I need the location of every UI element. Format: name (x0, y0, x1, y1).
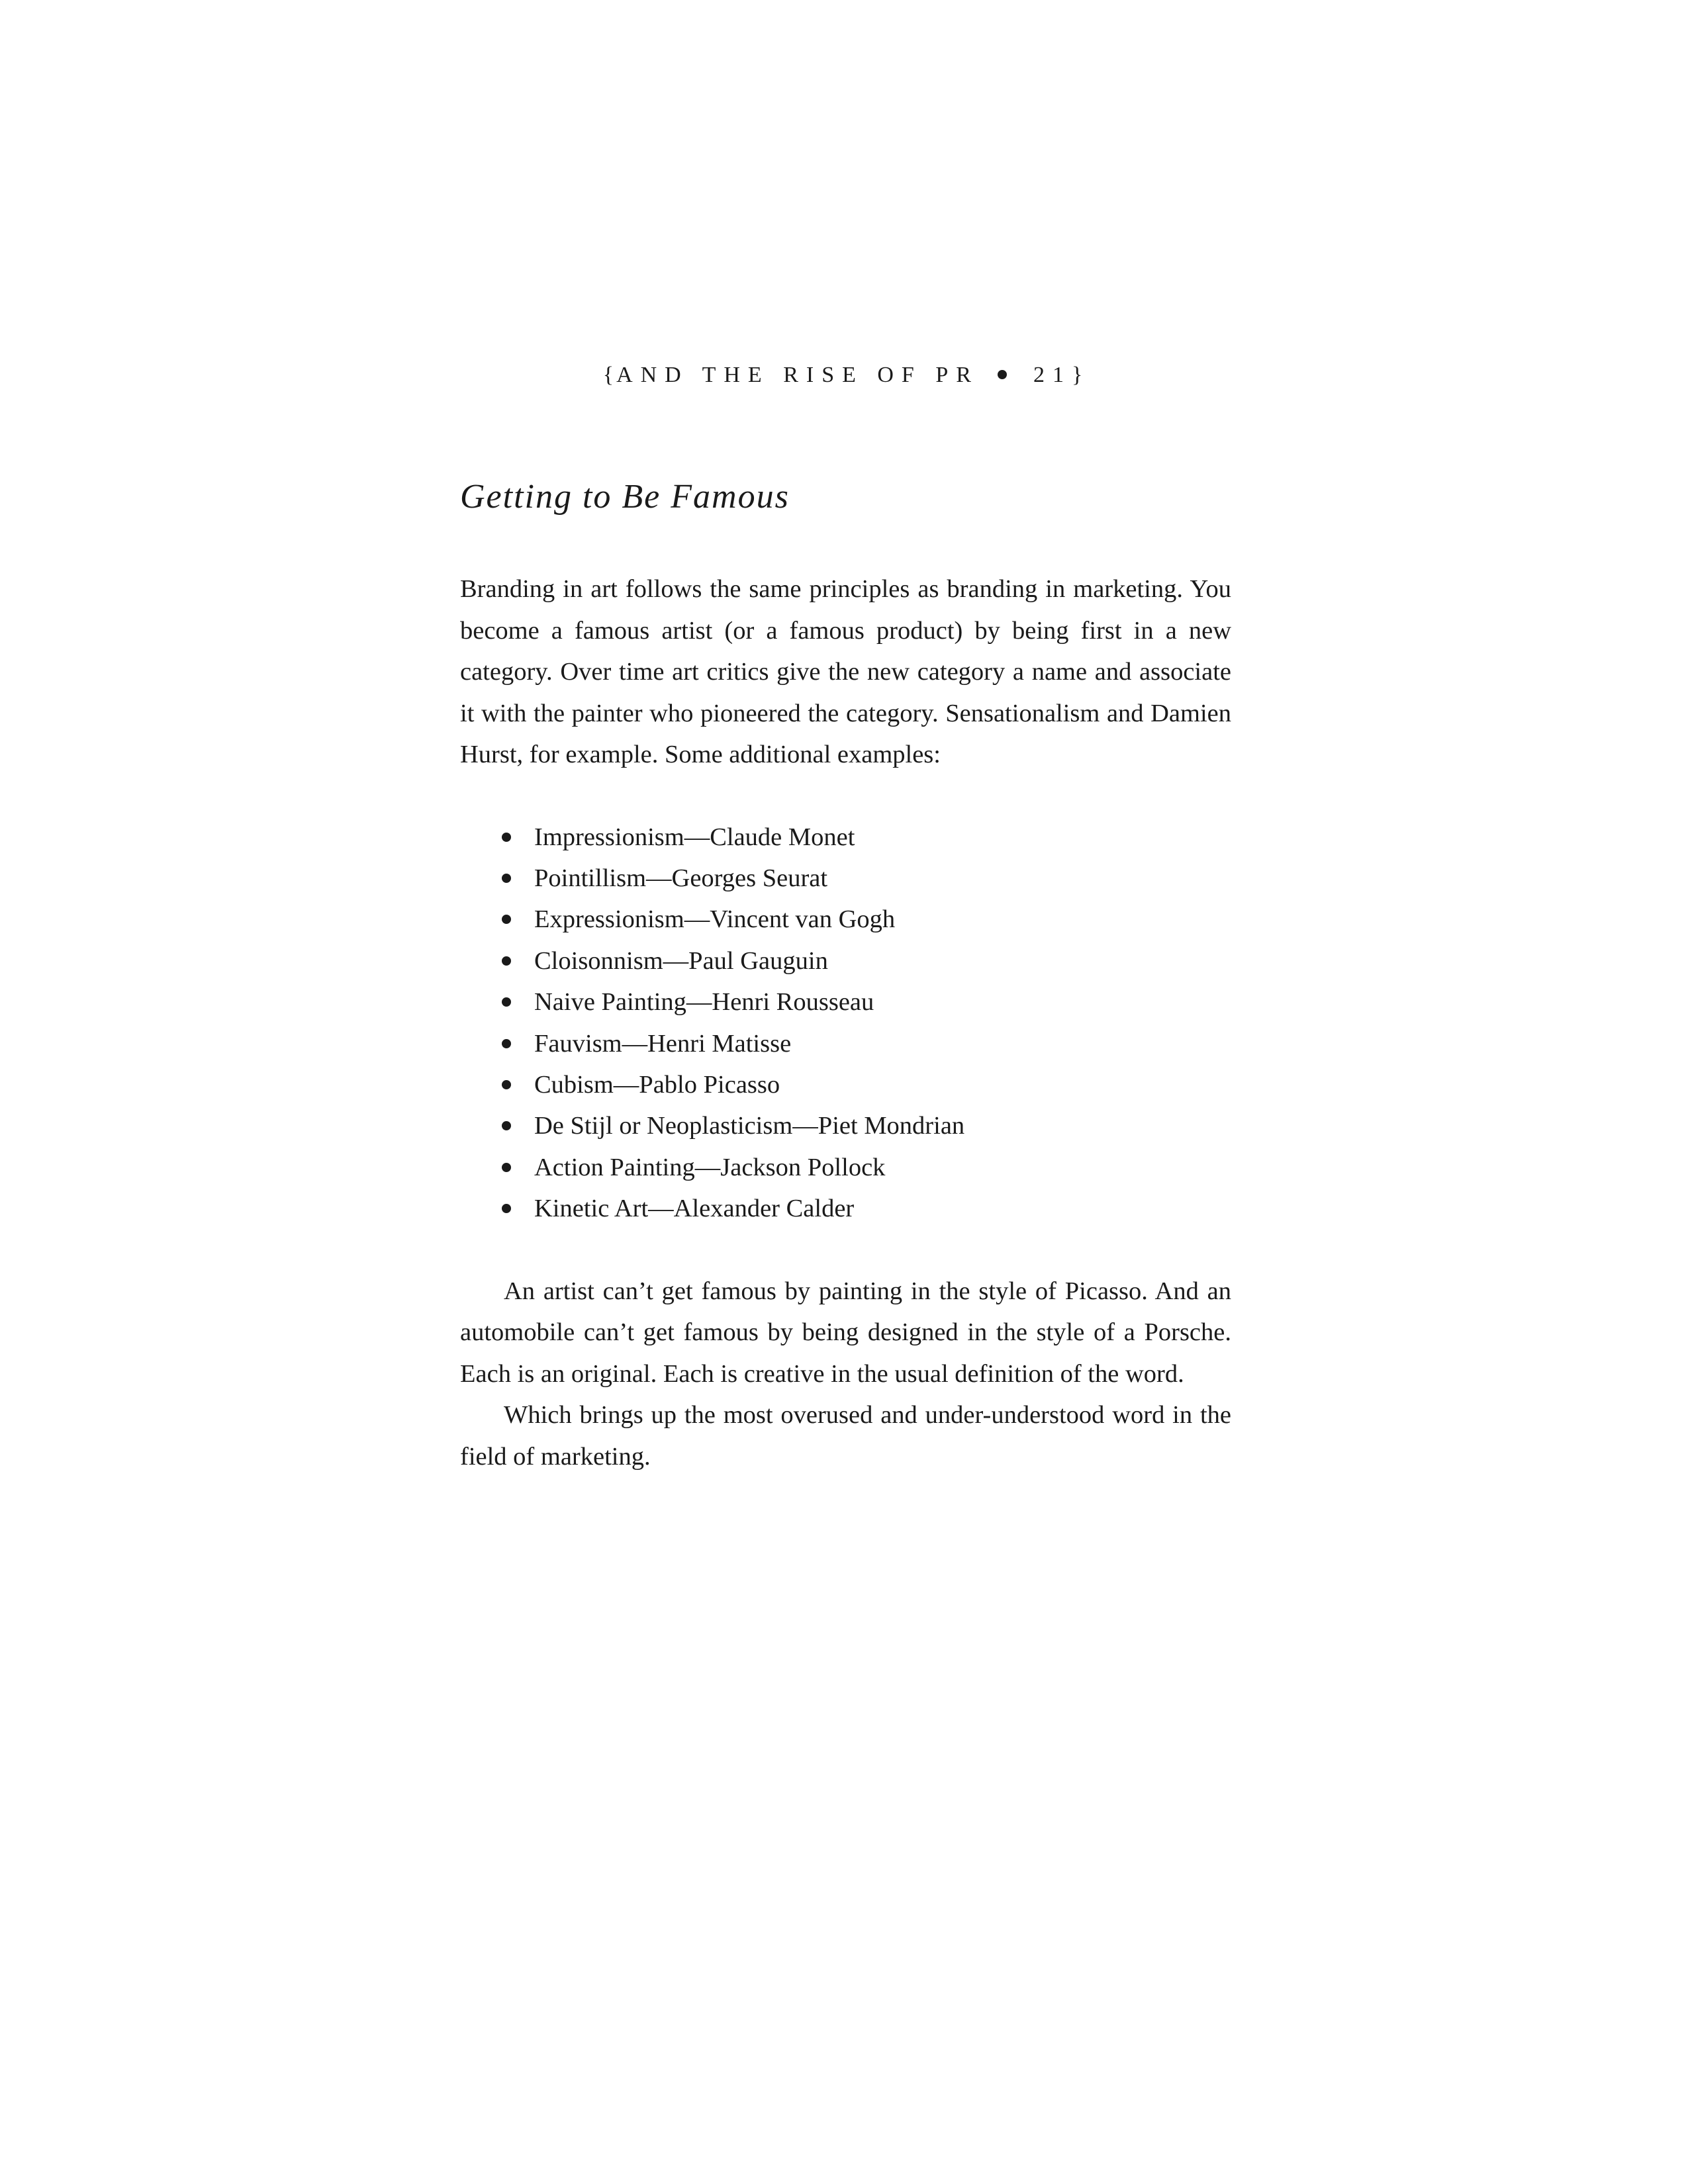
list-item-text: Cubism—Pablo Picasso (534, 1070, 780, 1099)
list-item-text: De Stijl or Neoplasticism—Piet Mondrian (534, 1112, 965, 1140)
running-head-close-brace: } (1071, 363, 1086, 387)
list-item (460, 940, 1231, 981)
bullet-separator-icon (998, 370, 1007, 379)
bullet-icon (502, 1204, 511, 1213)
list-item (460, 1064, 1231, 1105)
body-paragraph: An artist can’t get famous by painting in the style of Picasso. And an automobile can’t get famous by being designed in the style of a Porsche. Each is an original. Each is creative in the usual definition of the word. (460, 1277, 1231, 1388)
list-item (460, 817, 1231, 858)
list-item-text: Pointillism—Georges Seurat (534, 864, 828, 892)
list-item (460, 858, 1231, 899)
list-item (460, 1023, 1231, 1064)
list-item-text: Action Painting—Jackson Pollock (534, 1153, 886, 1181)
list-item-text: Cloisonnism—Paul Gauguin (534, 946, 828, 975)
list-item (460, 1188, 1231, 1229)
bullet-icon (502, 874, 511, 883)
text-column (460, 470, 1231, 1477)
list-item (460, 1147, 1231, 1188)
list-item-text: Expressionism—Vincent van Gogh (534, 905, 896, 934)
page-number: 21 (1033, 363, 1072, 387)
bullet-icon (502, 1080, 511, 1089)
examples-list (460, 817, 1231, 1230)
bullet-icon (502, 833, 511, 842)
body-paragraph: Which brings up the most overused and under-understood word in the field of marketing. (460, 1401, 1231, 1471)
list-item (460, 899, 1231, 940)
list-item-text: Fauvism—Henri Matisse (534, 1029, 792, 1058)
list-item (460, 981, 1231, 1023)
bullet-icon (502, 1039, 511, 1048)
running-head-text: AND THE RISE OF PR (616, 363, 979, 387)
list-item-text: Impressionism—Claude Monet (534, 823, 855, 851)
list-item-text: Kinetic Art—Alexander Calder (534, 1195, 855, 1223)
section-title: Getting to Be Famous (460, 478, 790, 516)
intro-paragraph: Branding in art follows the same principles as branding in marketing. You become a famous artist (or a famous product) by being first in a new category. Over time art critics give the new category a name and associate it with the painter who pioneered the category. Sensationalism and Damien Hurst, for example. Some additional examples: (460, 575, 1231, 768)
bullet-icon (502, 997, 511, 1007)
running-head (0, 363, 1688, 388)
bullet-icon (502, 1121, 511, 1130)
list-item (460, 1105, 1231, 1146)
bullet-icon (502, 1163, 511, 1172)
running-head-open-brace: { (602, 363, 617, 387)
bullet-icon (502, 915, 511, 924)
list-item-text: Naive Painting—Henri Rousseau (534, 988, 874, 1017)
bullet-icon (502, 956, 511, 966)
